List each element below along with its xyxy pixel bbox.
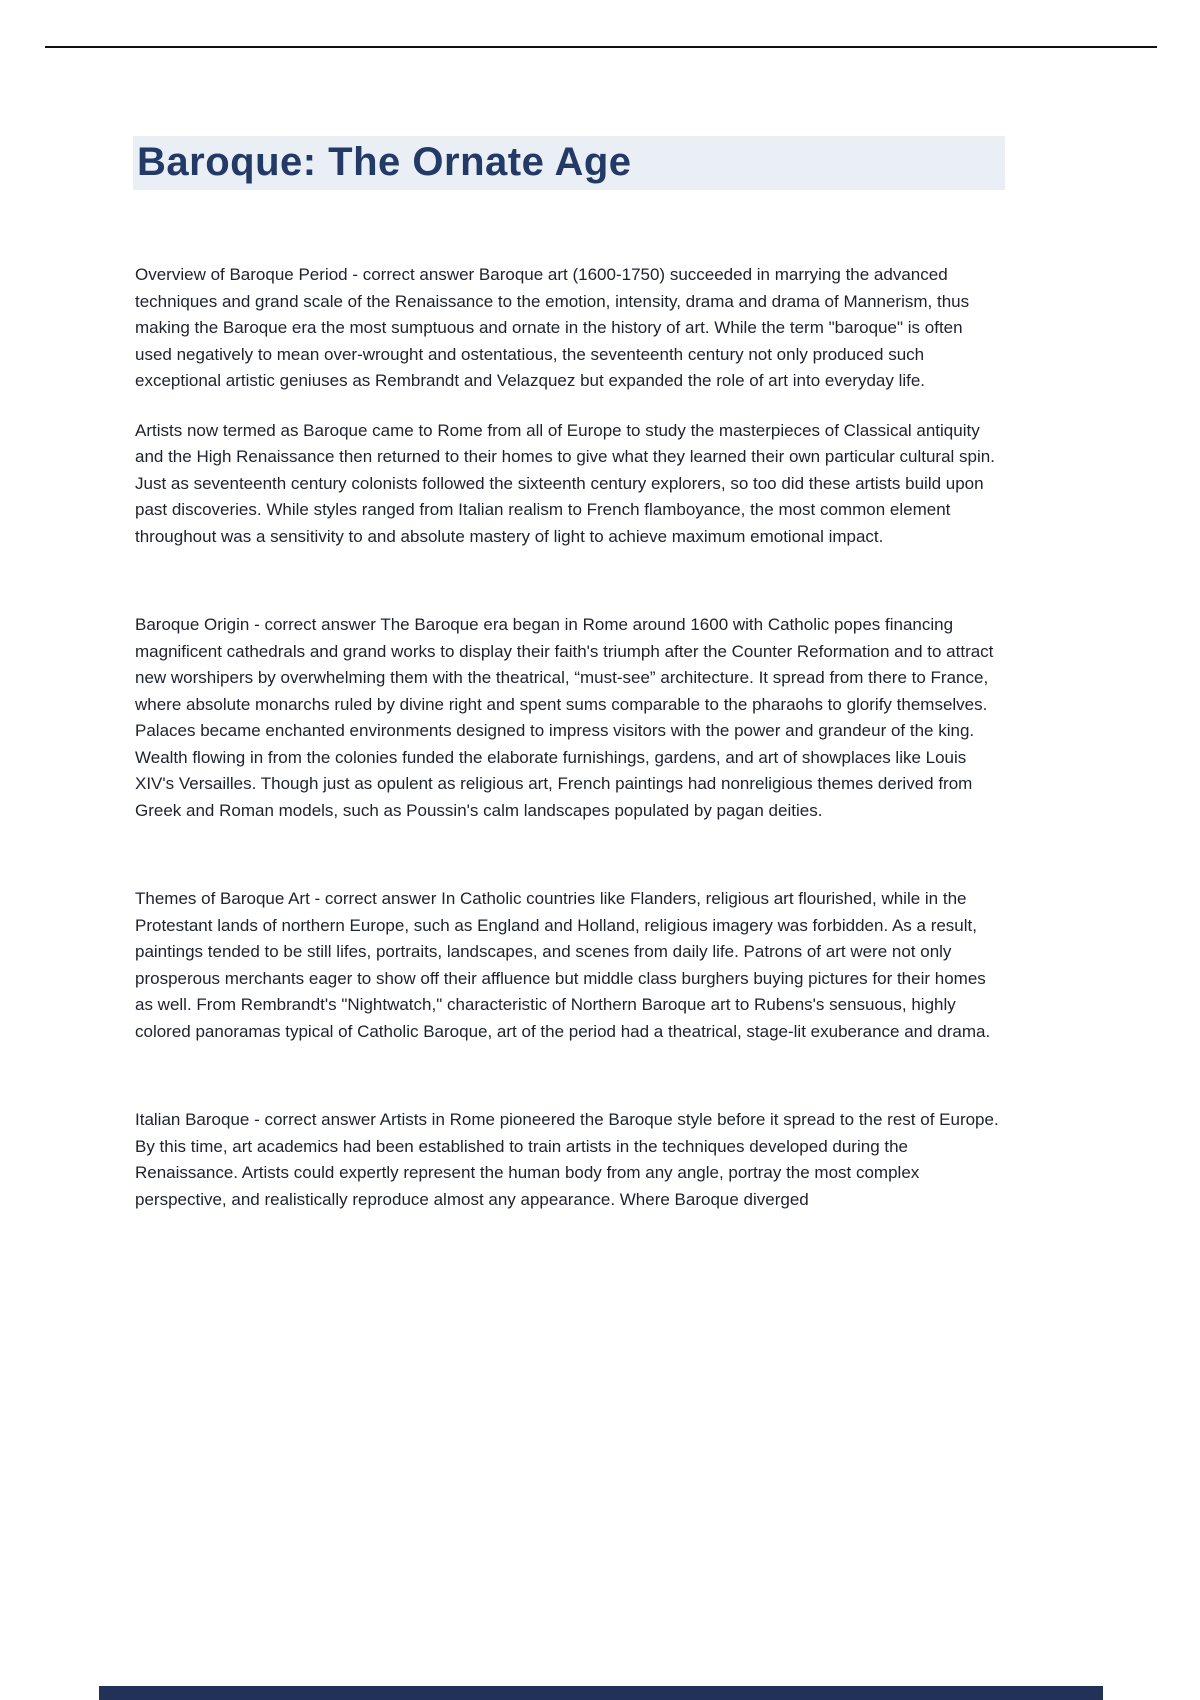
header-rule bbox=[45, 46, 1157, 48]
paragraph-italian-baroque: Italian Baroque - correct answer Artists in Rome pioneered the Baroque style before it spread to the rest of Europe. By this time, art academics had been established to train artists in the techniques developed during the Renaissance. Artists could expertly represent the human body from any angle, portray the most complex perspective, and realistically reproduce almost any appearance. Where Baroque diverged bbox=[135, 1110, 999, 1209]
paragraph-themes: Themes of Baroque Art - correct answer In Catholic countries like Flanders, religious art flourished, while in the Protestant lands of northern Europe, such as England and Holland, religious imagery was forbidden. As a result, paintings tended to be still lifes, portraits, landscapes, and scenes from daily life. Patrons of art were not only prosperous merchants eager to show off their affluence but middle class burghers buying pictures for their homes as well. From Rembrandt's "Nightwatch," characteristic of Northern Baroque art to Rubens's sensuous, highly colored panoramas typical of Catholic Baroque, art of the period had a theatrical, stage-lit exuberance and drama. bbox=[135, 889, 991, 1041]
paragraph-artists-rome: Artists now termed as Baroque came to Rome from all of Europe to study the masterpieces of Classical antiquity and the High Renaissance then returned to their homes to give what they learned their own particular cultural spin. Just as seventeenth century colonists followed the sixteenth century explorers, so too did these artists build upon past discoveries. While styles ranged from Italian realism to French flamboyance, the most common element throughout was a sensitivity to and absolute mastery of light to achieve maximum emotional impact. bbox=[135, 420, 995, 546]
paragraph-baroque-origin: Baroque Origin - correct answer The Baroque era began in Rome around 1600 with Catholic popes financing magnificent cathedrals and grand works to display their faith's triumph after the Counter Reformation and to attract new worshipers by overwhelming them with the theatrical, “must-see” architecture. It spread from there to France, where absolute monarchs ruled by divine right and spent sums comparable to the pharaohs to glorify themselves. Palaces became enchanted environments designed to impress visitors with the power and grandeur of the king. Wealth flowing in from the colonies funded the elaborate furnishings, gardens, and art of showplaces like Louis XIV's Versailles. Though just as opulent as religious art, French paintings had nonreligious themes derived from Greek and Roman models, such as Poussin's calm landscapes populated by pagan deities. bbox=[135, 615, 994, 820]
document-body bbox=[135, 262, 1003, 1236]
footer-bar bbox=[99, 1686, 1103, 1700]
title-block bbox=[133, 136, 1005, 190]
title-highlight bbox=[133, 136, 1005, 190]
paragraph-overview: Overview of Baroque Period - correct answer Baroque art (1600-1750) succeeded in marrying the advanced techniques and grand scale of the Renaissance to the emotion, intensity, drama and drama of Mannerism, thus making the Baroque era the most sumptuous and ornate in the history of art. While the term "baroque" is often used negatively to mean over-wrought and ostentatious, the seventeenth century not only produced such exceptional artistic geniuses as Rembrandt and Velazquez but expanded the role of art into everyday life. bbox=[135, 265, 970, 390]
page-title: Baroque: The Ornate Age bbox=[137, 140, 632, 184]
